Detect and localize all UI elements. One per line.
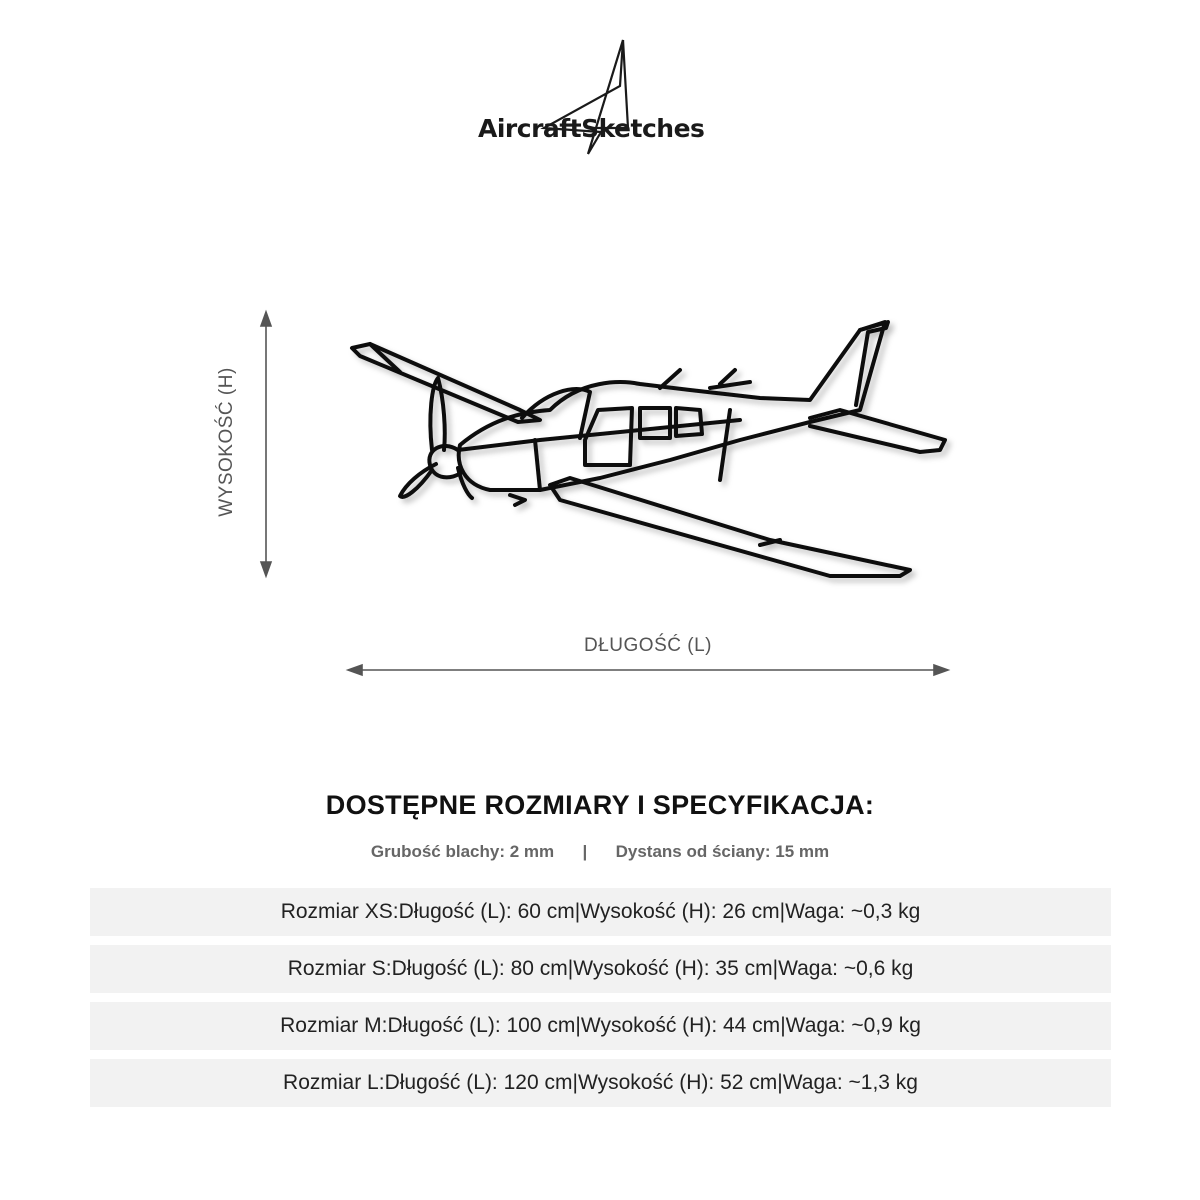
sheet-thickness: Grubość blachy: 2 mm — [370, 842, 555, 861]
size-height: Wysokość (H): 26 cm — [580, 900, 780, 923]
brand-name: AircraftSketches — [478, 114, 705, 143]
size-length: Długość (L): 80 cm — [391, 957, 568, 980]
size-row-m — [90, 1002, 1111, 1050]
subtitle-separator: | — [582, 842, 588, 861]
size-weight: Waga: ~0,9 kg — [785, 1014, 921, 1037]
size-weight: Waga: ~0,3 kg — [785, 900, 921, 923]
size-weight: Waga: ~0,6 kg — [778, 957, 914, 980]
size-length: Długość (L): 60 cm — [398, 900, 575, 923]
size-name: Rozmiar S: — [287, 957, 392, 980]
row-separator: | — [575, 1014, 581, 1037]
size-length: Długość (L): 100 cm — [387, 1014, 576, 1037]
size-weight: Waga: ~1,3 kg — [782, 1071, 918, 1094]
wall-distance: Dystans od ściany: 15 mm — [615, 842, 830, 861]
aircraft-illustration — [340, 300, 960, 590]
row-separator: | — [567, 957, 574, 980]
size-name: Rozmiar L: — [283, 1071, 385, 1094]
specs-subtitle — [0, 842, 1200, 862]
size-row-xs — [90, 888, 1111, 936]
row-separator: | — [779, 900, 786, 923]
size-height: Wysokość (H): 52 cm — [577, 1071, 778, 1094]
size-height: Wysokość (H): 44 cm — [580, 1014, 781, 1037]
length-label: DŁUGOŚĆ (L) — [584, 635, 712, 656]
height-label: WYSOKOŚĆ (H) — [216, 367, 237, 517]
size-name: Rozmiar XS: — [280, 900, 399, 923]
size-row-s — [90, 945, 1111, 993]
size-length: Długość (L): 120 cm — [384, 1071, 573, 1094]
specs-title: DOSTĘPNE ROZMIARY I SPECYFIKACJA: — [325, 790, 875, 820]
sizes-table — [90, 888, 1111, 1116]
size-row-l — [90, 1059, 1111, 1107]
row-separator: | — [777, 1071, 783, 1094]
row-separator: | — [780, 1014, 786, 1037]
row-separator: | — [572, 1071, 578, 1094]
row-separator: | — [772, 957, 779, 980]
size-name: Rozmiar M: — [280, 1014, 388, 1037]
size-height: Wysokość (H): 35 cm — [573, 957, 773, 980]
row-separator: | — [574, 900, 581, 923]
